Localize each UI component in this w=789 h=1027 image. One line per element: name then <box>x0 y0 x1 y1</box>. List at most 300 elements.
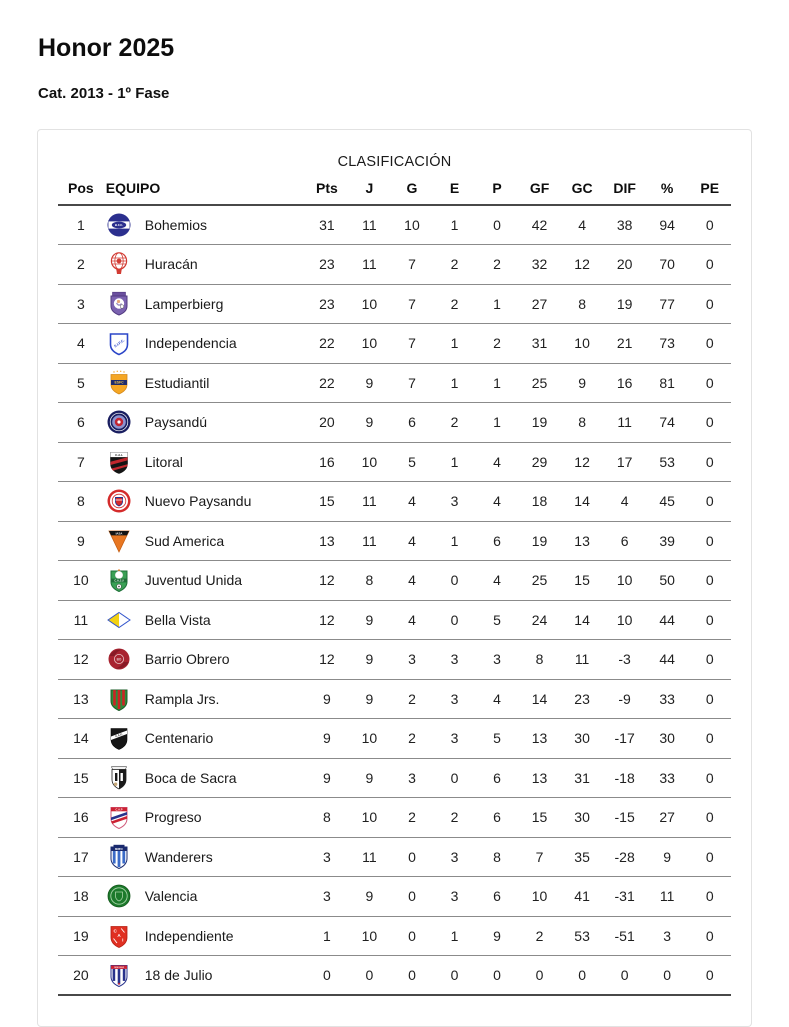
team-name: Wanderers <box>144 848 213 865</box>
stat-cell-j: 10 <box>348 798 391 838</box>
juventud-unida-crest-icon <box>106 567 132 593</box>
stat-cell-g: 3 <box>391 758 434 798</box>
svg-text:IASA: IASA <box>115 531 123 536</box>
stat-cell-pe: 0 <box>688 521 731 561</box>
stat-cell-pe: 0 <box>688 837 731 877</box>
column-header-pts: Pts <box>306 170 349 205</box>
stat-cell-pct: 73 <box>646 324 689 364</box>
stat-cell-dif: 6 <box>603 521 646 561</box>
stat-cell-e: 3 <box>433 482 476 522</box>
stat-cell-j: 9 <box>348 363 391 403</box>
team-row <box>58 363 731 403</box>
standings-table <box>58 170 731 996</box>
stat-cell-gc: 13 <box>561 521 604 561</box>
stat-cell-e: 0 <box>433 758 476 798</box>
stat-cell-pts: 9 <box>306 719 349 759</box>
team-row <box>58 442 731 482</box>
team-name: Huracán <box>144 256 198 273</box>
stat-cell-g: 4 <box>391 561 434 601</box>
stat-cell-pct: 77 <box>646 284 689 324</box>
stat-cell-pts: 8 <box>306 798 349 838</box>
stat-cell-pe: 0 <box>688 363 731 403</box>
stat-cell-dif: 20 <box>603 245 646 285</box>
position-cell: 10 <box>58 561 104 601</box>
table-header-row <box>58 170 731 205</box>
column-header-p: P <box>476 170 519 205</box>
stat-cell-pe: 0 <box>688 482 731 522</box>
team-cell <box>104 284 306 324</box>
stat-cell-gc: 23 <box>561 679 604 719</box>
team-cell <box>104 205 306 245</box>
team-row <box>58 640 731 680</box>
stat-cell-dif: 38 <box>603 205 646 245</box>
progreso-crest-icon <box>106 804 132 830</box>
team-row <box>58 798 731 838</box>
stat-cell-dif: 11 <box>603 403 646 443</box>
lamperbierg-crest-icon <box>106 291 132 317</box>
svg-text:C: C <box>113 928 117 934</box>
stat-cell-gf: 24 <box>518 600 561 640</box>
stat-cell-pe: 0 <box>688 877 731 917</box>
stat-cell-gf: 2 <box>518 916 561 956</box>
stat-cell-pct: 27 <box>646 798 689 838</box>
team-identity <box>106 567 304 593</box>
stat-cell-pe: 0 <box>688 798 731 838</box>
stat-cell-pts: 9 <box>306 758 349 798</box>
stat-cell-pct: 45 <box>646 482 689 522</box>
stat-cell-gc: 31 <box>561 758 604 798</box>
stat-cell-dif: 16 <box>603 363 646 403</box>
team-cell <box>104 561 306 601</box>
stat-cell-p: 6 <box>476 798 519 838</box>
stat-cell-g: 0 <box>391 877 434 917</box>
stat-cell-gf: 8 <box>518 640 561 680</box>
stat-cell-pct: 3 <box>646 916 689 956</box>
stat-cell-gf: 10 <box>518 877 561 917</box>
stat-cell-j: 10 <box>348 324 391 364</box>
column-header-equipo: EQUIPO <box>104 170 306 205</box>
stat-cell-pct: 53 <box>646 442 689 482</box>
independiente-crest-icon <box>106 923 132 949</box>
stat-cell-j: 10 <box>348 916 391 956</box>
valencia-crest-icon <box>106 883 132 909</box>
team-name: Paysandú <box>144 414 208 431</box>
stat-cell-pts: 23 <box>306 284 349 324</box>
team-name: Independencia <box>144 335 237 352</box>
stat-cell-p: 1 <box>476 363 519 403</box>
stat-cell-g: 5 <box>391 442 434 482</box>
stat-cell-pts: 22 <box>306 324 349 364</box>
stat-cell-pts: 1 <box>306 916 349 956</box>
svg-text:MWFC: MWFC <box>114 847 123 851</box>
team-row <box>58 916 731 956</box>
stat-cell-j: 0 <box>348 956 391 996</box>
stat-cell-dif: -3 <box>603 640 646 680</box>
stat-cell-g: 6 <box>391 403 434 443</box>
huracan-crest-icon <box>106 251 132 277</box>
svg-text:C.A.J.U: C.A.J.U <box>114 579 124 583</box>
position-cell: 16 <box>58 798 104 838</box>
svg-text:18 DE JULIO: 18 DE JULIO <box>113 967 124 969</box>
svg-text:ESFC: ESFC <box>114 380 124 385</box>
stat-cell-dif: -51 <box>603 916 646 956</box>
stat-cell-g: 4 <box>391 521 434 561</box>
stat-cell-e: 0 <box>433 561 476 601</box>
team-identity <box>106 725 304 751</box>
stat-cell-j: 11 <box>348 837 391 877</box>
team-cell <box>104 324 306 364</box>
stat-cell-pct: 44 <box>646 600 689 640</box>
stat-cell-pct: 0 <box>646 956 689 996</box>
team-identity <box>106 646 304 672</box>
column-header-j: J <box>348 170 391 205</box>
stat-cell-dif: -28 <box>603 837 646 877</box>
team-identity <box>106 409 304 435</box>
stat-cell-g: 0 <box>391 837 434 877</box>
stat-cell-pts: 23 <box>306 245 349 285</box>
team-name: Centenario <box>144 730 214 747</box>
stat-cell-gf: 31 <box>518 324 561 364</box>
stat-cell-j: 11 <box>348 205 391 245</box>
stat-cell-pe: 0 <box>688 205 731 245</box>
stat-cell-pts: 12 <box>306 561 349 601</box>
stat-cell-gf: 19 <box>518 403 561 443</box>
team-row <box>58 679 731 719</box>
team-identity <box>106 528 304 554</box>
stat-cell-pct: 9 <box>646 837 689 877</box>
team-row <box>58 284 731 324</box>
stat-cell-pe: 0 <box>688 719 731 759</box>
stat-cell-gc: 0 <box>561 956 604 996</box>
team-cell <box>104 245 306 285</box>
team-cell <box>104 956 306 996</box>
column-header-e: E <box>433 170 476 205</box>
stat-cell-p: 0 <box>476 956 519 996</box>
stat-cell-pct: 33 <box>646 679 689 719</box>
team-row <box>58 521 731 561</box>
standings-card <box>37 129 752 1027</box>
stat-cell-g: 0 <box>391 916 434 956</box>
stat-cell-g: 7 <box>391 284 434 324</box>
stat-cell-p: 4 <box>476 482 519 522</box>
team-name: Sud America <box>144 532 225 549</box>
team-identity <box>106 251 304 277</box>
team-name: Boca de Sacra <box>144 769 237 786</box>
stat-cell-gf: 27 <box>518 284 561 324</box>
svg-text:S.I.F.C.: S.I.F.C. <box>113 338 126 349</box>
team-identity <box>106 449 304 475</box>
stat-cell-gc: 35 <box>561 837 604 877</box>
stat-cell-dif: -15 <box>603 798 646 838</box>
position-cell: 9 <box>58 521 104 561</box>
stat-cell-e: 3 <box>433 837 476 877</box>
stat-cell-gc: 14 <box>561 600 604 640</box>
stat-cell-gf: 42 <box>518 205 561 245</box>
svg-text:C.A.P: C.A.P <box>115 808 123 812</box>
stat-cell-p: 4 <box>476 442 519 482</box>
team-name: Juventud Unida <box>144 572 243 589</box>
sud-america-crest-icon <box>106 528 132 554</box>
stat-cell-g: 4 <box>391 482 434 522</box>
stat-cell-pts: 16 <box>306 442 349 482</box>
team-name: Barrio Obrero <box>144 651 230 668</box>
team-name: Lamperbierg <box>144 295 224 312</box>
stat-cell-pe: 0 <box>688 956 731 996</box>
position-cell: 11 <box>58 600 104 640</box>
rampla-crest-icon <box>106 686 132 712</box>
stat-cell-pts: 13 <box>306 521 349 561</box>
team-name: Bella Vista <box>144 611 211 628</box>
stat-cell-p: 2 <box>476 245 519 285</box>
stat-cell-gc: 11 <box>561 640 604 680</box>
stat-cell-pts: 31 <box>306 205 349 245</box>
stat-cell-j: 9 <box>348 679 391 719</box>
stat-cell-pct: 70 <box>646 245 689 285</box>
stat-cell-p: 1 <box>476 284 519 324</box>
stat-cell-j: 10 <box>348 442 391 482</box>
stat-cell-dif: 10 <box>603 600 646 640</box>
stat-cell-pe: 0 <box>688 324 731 364</box>
estudiantil-crest-icon <box>106 370 132 396</box>
svg-text:C.A.C.: C.A.C. <box>114 732 124 739</box>
column-header-g: G <box>391 170 434 205</box>
stat-cell-e: 2 <box>433 245 476 285</box>
stat-cell-gf: 18 <box>518 482 561 522</box>
team-cell <box>104 798 306 838</box>
stat-cell-gf: 7 <box>518 837 561 877</box>
team-name: Nuevo Paysandu <box>144 493 252 510</box>
stat-cell-dif: -9 <box>603 679 646 719</box>
stat-cell-p: 5 <box>476 600 519 640</box>
stat-cell-dif: 21 <box>603 324 646 364</box>
team-cell <box>104 916 306 956</box>
team-name: 18 de Julio <box>144 967 213 983</box>
stat-cell-e: 1 <box>433 363 476 403</box>
column-header-pe: PE <box>688 170 731 205</box>
position-cell: 19 <box>58 916 104 956</box>
position-cell: 15 <box>58 758 104 798</box>
stat-cell-pct: 33 <box>646 758 689 798</box>
team-cell <box>104 679 306 719</box>
position-cell: 20 <box>58 956 104 996</box>
litoral-crest-icon <box>106 449 132 475</box>
stat-cell-pts: 3 <box>306 837 349 877</box>
team-cell <box>104 482 306 522</box>
stat-cell-j: 11 <box>348 521 391 561</box>
team-cell <box>104 521 306 561</box>
team-identity <box>106 962 304 988</box>
stat-cell-e: 2 <box>433 284 476 324</box>
stat-cell-pe: 0 <box>688 561 731 601</box>
stat-cell-j: 10 <box>348 719 391 759</box>
stat-cell-pts: 15 <box>306 482 349 522</box>
stat-cell-gc: 30 <box>561 719 604 759</box>
stat-cell-p: 9 <box>476 916 519 956</box>
team-row <box>58 956 731 996</box>
team-name: Litoral <box>144 453 183 470</box>
svg-text:B.F.C.: B.F.C. <box>114 223 123 228</box>
stat-cell-p: 3 <box>476 640 519 680</box>
stat-cell-gf: 19 <box>518 521 561 561</box>
stat-cell-gf: 0 <box>518 956 561 996</box>
stat-cell-pts: 20 <box>306 403 349 443</box>
table-caption: CLASIFICACIÓN <box>337 154 452 170</box>
stat-cell-j: 9 <box>348 600 391 640</box>
stat-cell-dif: -17 <box>603 719 646 759</box>
stat-cell-p: 1 <box>476 403 519 443</box>
dieciocho-julio-crest-icon <box>106 962 132 988</box>
team-identity <box>106 212 304 238</box>
team-name: Valencia <box>144 888 198 905</box>
boca-de-sacra-crest-icon <box>106 765 132 791</box>
stat-cell-g: 7 <box>391 245 434 285</box>
stat-cell-pct: 81 <box>646 363 689 403</box>
stat-cell-p: 0 <box>476 205 519 245</box>
stat-cell-gc: 9 <box>561 363 604 403</box>
stat-cell-j: 9 <box>348 877 391 917</box>
stat-cell-dif: 10 <box>603 561 646 601</box>
stat-cell-gf: 13 <box>518 719 561 759</box>
stat-cell-p: 5 <box>476 719 519 759</box>
team-row <box>58 719 731 759</box>
stat-cell-gc: 53 <box>561 916 604 956</box>
stat-cell-p: 8 <box>476 837 519 877</box>
stat-cell-p: 4 <box>476 679 519 719</box>
position-cell: 5 <box>58 363 104 403</box>
team-identity <box>106 883 304 909</box>
stat-cell-e: 0 <box>433 956 476 996</box>
team-row <box>58 877 731 917</box>
team-cell <box>104 758 306 798</box>
stat-cell-pct: 30 <box>646 719 689 759</box>
stat-cell-g: 2 <box>391 798 434 838</box>
team-identity <box>106 607 304 633</box>
page-subtitle: Cat. 2013 - 1º Fase <box>38 85 170 102</box>
stat-cell-e: 3 <box>433 877 476 917</box>
position-cell: 13 <box>58 679 104 719</box>
team-cell <box>104 877 306 917</box>
stat-cell-pe: 0 <box>688 245 731 285</box>
stat-cell-gf: 14 <box>518 679 561 719</box>
position-cell: 14 <box>58 719 104 759</box>
svg-text:BO: BO <box>116 657 122 662</box>
independencia-crest-icon <box>106 330 132 356</box>
stat-cell-g: 4 <box>391 600 434 640</box>
team-cell <box>104 442 306 482</box>
team-name: Rampla Jrs. <box>144 690 220 707</box>
team-identity <box>106 291 304 317</box>
position-cell: 6 <box>58 403 104 443</box>
stat-cell-gc: 15 <box>561 561 604 601</box>
team-row <box>58 758 731 798</box>
team-name: Independiente <box>144 927 234 944</box>
bohemios-crest-icon <box>106 212 132 238</box>
position-cell: 7 <box>58 442 104 482</box>
stat-cell-j: 10 <box>348 284 391 324</box>
stat-cell-e: 1 <box>433 205 476 245</box>
stat-cell-j: 9 <box>348 403 391 443</box>
team-identity <box>106 370 304 396</box>
stat-cell-pts: 0 <box>306 956 349 996</box>
team-cell <box>104 363 306 403</box>
stat-cell-gc: 4 <box>561 205 604 245</box>
stat-cell-e: 3 <box>433 640 476 680</box>
barrio-obrero-crest-icon <box>106 646 132 672</box>
team-identity <box>106 844 304 870</box>
stat-cell-g: 3 <box>391 640 434 680</box>
centenario-crest-icon <box>106 725 132 751</box>
stat-cell-dif: 0 <box>603 956 646 996</box>
stat-cell-gc: 8 <box>561 284 604 324</box>
team-cell <box>104 837 306 877</box>
position-cell: 17 <box>58 837 104 877</box>
team-row <box>58 837 731 877</box>
nuevo-paysandu-crest-icon <box>106 488 132 514</box>
stat-cell-dif: 17 <box>603 442 646 482</box>
team-name: Bohemios <box>144 217 208 233</box>
team-row <box>58 561 731 601</box>
position-cell: 8 <box>58 482 104 522</box>
team-row <box>58 245 731 285</box>
team-cell <box>104 403 306 443</box>
stat-cell-p: 6 <box>476 521 519 561</box>
stat-cell-pts: 22 <box>306 363 349 403</box>
page-title: Honor 2025 <box>38 34 175 62</box>
position-cell: 2 <box>58 245 104 285</box>
stat-cell-gc: 10 <box>561 324 604 364</box>
stat-cell-pts: 12 <box>306 640 349 680</box>
stat-cell-pct: 94 <box>646 205 689 245</box>
stat-cell-pe: 0 <box>688 640 731 680</box>
stat-cell-p: 6 <box>476 877 519 917</box>
stat-cell-pe: 0 <box>688 442 731 482</box>
position-cell: 4 <box>58 324 104 364</box>
stat-cell-dif: 19 <box>603 284 646 324</box>
stat-cell-gf: 13 <box>518 758 561 798</box>
stat-cell-e: 1 <box>433 324 476 364</box>
stat-cell-gc: 8 <box>561 403 604 443</box>
paysandu-crest-icon <box>106 409 132 435</box>
stat-cell-gf: 29 <box>518 442 561 482</box>
stat-cell-e: 3 <box>433 719 476 759</box>
team-identity <box>106 804 304 830</box>
stat-cell-pct: 11 <box>646 877 689 917</box>
stat-cell-j: 9 <box>348 640 391 680</box>
stat-cell-pe: 0 <box>688 284 731 324</box>
stat-cell-pts: 3 <box>306 877 349 917</box>
stat-cell-g: 0 <box>391 956 434 996</box>
stat-cell-j: 11 <box>348 245 391 285</box>
stat-cell-e: 3 <box>433 679 476 719</box>
stat-cell-gc: 41 <box>561 877 604 917</box>
table-body <box>58 205 731 995</box>
stat-cell-pts: 12 <box>306 600 349 640</box>
stat-cell-pe: 0 <box>688 600 731 640</box>
team-row <box>58 403 731 443</box>
stat-cell-e: 1 <box>433 521 476 561</box>
team-cell <box>104 600 306 640</box>
stat-cell-e: 2 <box>433 403 476 443</box>
position-cell: 18 <box>58 877 104 917</box>
stat-cell-pct: 39 <box>646 521 689 561</box>
team-identity <box>106 488 304 514</box>
svg-text:I: I <box>121 937 124 943</box>
team-identity <box>106 330 304 356</box>
column-header-pct: % <box>646 170 689 205</box>
wanderers-crest-icon <box>106 844 132 870</box>
stat-cell-gf: 15 <box>518 798 561 838</box>
stat-cell-dif: -18 <box>603 758 646 798</box>
